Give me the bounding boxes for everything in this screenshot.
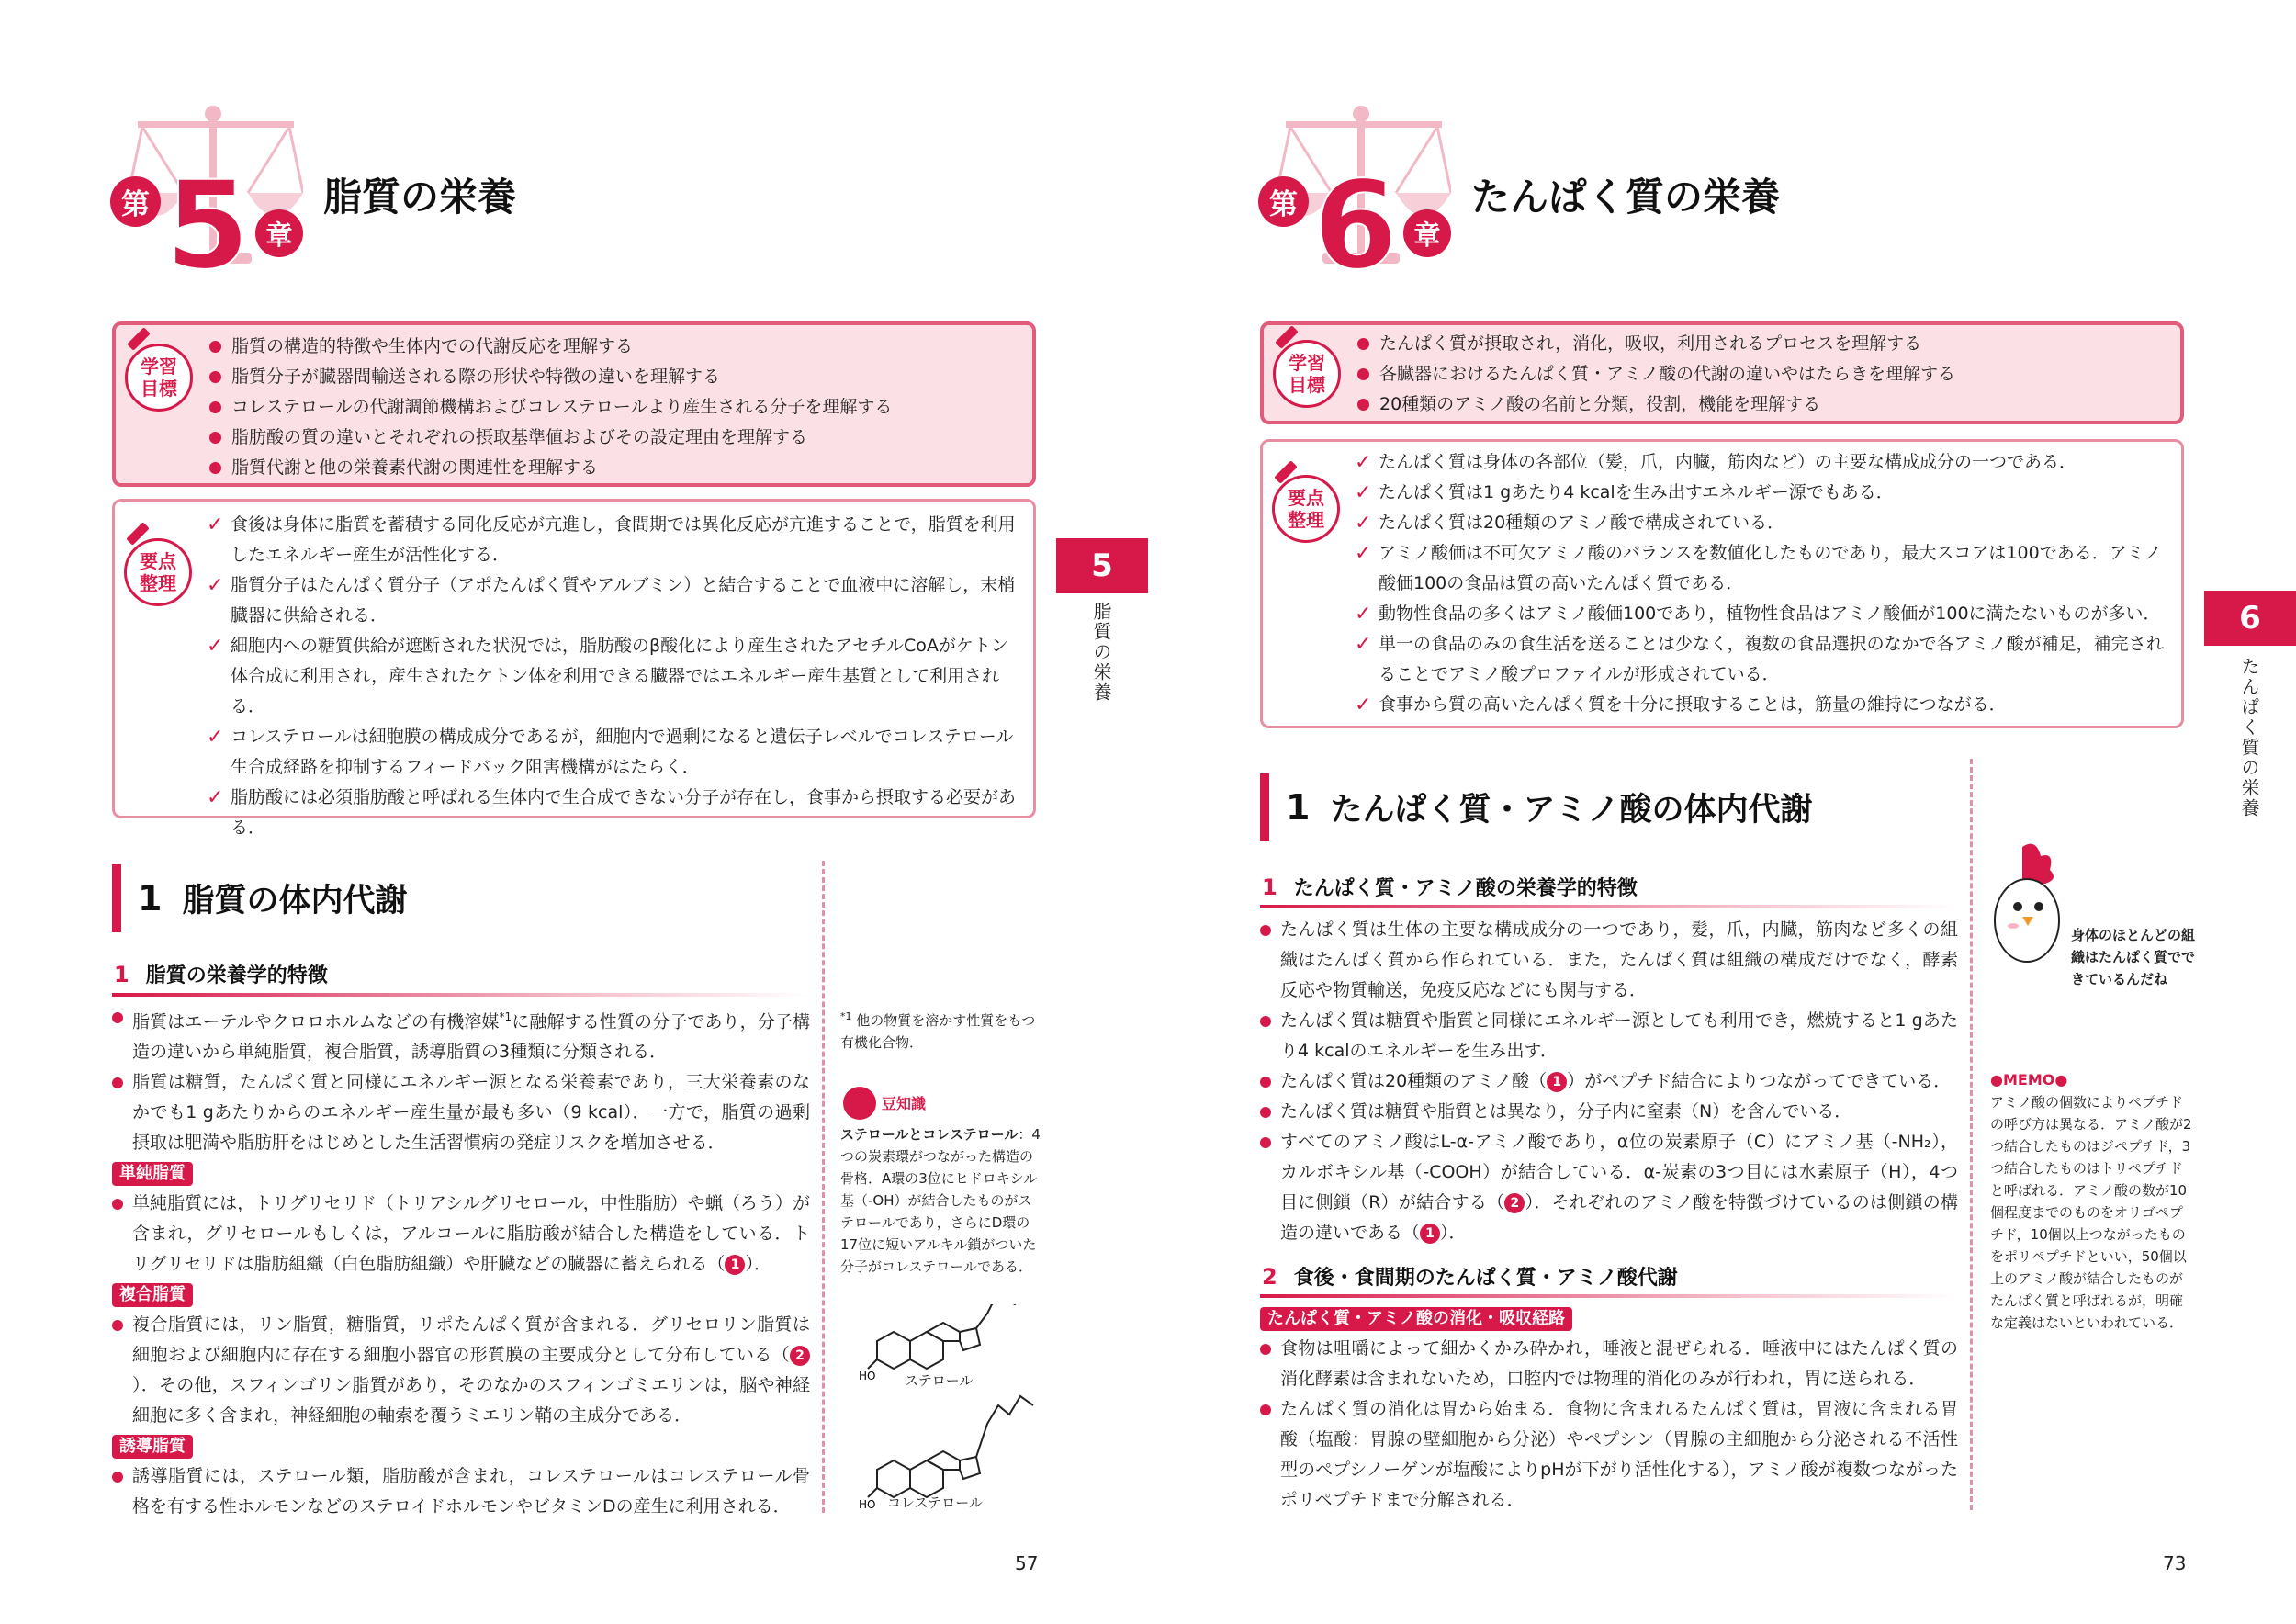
paragraph: すべてのアミノ酸はL-α-アミノ酸であり，α位の炭素原子（C）にアミノ基（-NH₂），カルボキシル基（-COOH）が結合している．α-炭素の3つ目には水素原子（H），4つ目に側鎖（R）が結合する（ 2 ）．それぞれのアミノ酸を特徴づけているのは側鎖の構造の違いである（ 1 ）． [1260, 1127, 1958, 1248]
chapter-dai-badge: 第 [1258, 176, 1309, 227]
list-item: ✓ 動物性食品の多くはアミノ酸価100であり，植物性食品はアミノ酸価が100に満たないものが多い． [1355, 599, 2172, 629]
list-item: 20種類のアミノ酸の名前と分類，役割，機能を理解する [1356, 389, 2173, 420]
figure-caption: コレステロール [887, 1494, 983, 1511]
list-item: ✓ たんぱく質は1 gあたり4 kcalを生み出すエネルギー源でもある． [1355, 478, 2172, 508]
chick-mascot-icon [1986, 838, 2068, 976]
figure-ref: 2 [1504, 1193, 1525, 1213]
column-divider [822, 861, 825, 1513]
tag-digestion: たんぱく質・アミノ酸の消化・吸収経路 [1260, 1307, 1572, 1331]
key-points-box [112, 499, 1036, 838]
chapter-6-heading [1258, 101, 1506, 297]
list-item: 脂質分子が臓器間輸送される際の形状や特徴の違いを理解する [208, 362, 1025, 392]
check-icon: ✓ [1355, 451, 1372, 474]
column-divider [1970, 759, 1973, 1510]
list-item: ✓ 食後は身体に脂質を蓄積する同化反応が亢進し，食間期では異化反応が亢進することで，脂質を利用したエネルギー産生が活性化する． [207, 510, 1024, 570]
check-icon: ✓ [1355, 603, 1372, 626]
list-item: ✓ 食事から質の高いたんぱく質を十分に摂取することは，筋量の維持につながる． [1355, 690, 2172, 720]
check-icon: ✓ [207, 786, 224, 809]
subsection-heading: 1 たんぱく質・アミノ酸の栄養学的特徴 [1262, 874, 1638, 900]
paragraph: 誘導脂質には，ステロール類，脂肪酸が含まれ，コレステロールはコレステロール骨格を有する性ホルモンなどのステロイドホルモンやビタミンDの産生に利用される． [112, 1461, 810, 1522]
learning-goals-badge: 学習目標 [125, 344, 193, 412]
tip-text: ステロールとコレステロール：4つの炭素環がつながった構造の骨格．A環の3位にヒドロキシル基（-OH）が結合したものがステロールであり，さらにD環の17位に短いアルキル鎖がついた分子がコレステロールである． [840, 1126, 1041, 1275]
paragraph: 食物は咀嚼によって細かくかみ砕かれ，唾液と混ぜられる．唾液中にはたんぱく質の消化酵素は含まれないため，口腔内では物理的消化のみが行われ，胃に送られる． [1260, 1334, 1958, 1394]
body-text [1260, 915, 1958, 1248]
check-icon: ✓ [207, 726, 224, 749]
chapter-shou-badge: 章 [255, 209, 303, 257]
svg-text:HO: HO [859, 1370, 876, 1382]
subsection-underline [1260, 1294, 1958, 1298]
chapter-tab-number: 5 [1056, 538, 1148, 593]
tag-complex-lipid: 複合脂質 [112, 1283, 193, 1307]
subsection-heading: 1 脂質の栄養学的特徴 [114, 962, 328, 987]
section-number: 1 [1286, 787, 1311, 828]
chapter-tab-label: たんぱく質の栄養 [2238, 657, 2260, 818]
learning-goals-list [1356, 329, 2173, 420]
tip-title: 豆知識 [882, 1095, 927, 1112]
paragraph: たんぱく質は糖質や脂質とは異なり，分子内に窒素（N）を含んでいる． [1260, 1097, 1958, 1127]
figure-ref: 1 [1420, 1224, 1440, 1244]
learning-goals-badge: 学習目標 [1273, 340, 1341, 408]
key-points-list [207, 510, 1024, 843]
paragraph: 単純脂質には，トリグリセリド（トリアシルグリセロール，中性脂肪）や蝋（ろう）が含まれ，グリセロールもしくは，アルコールに脂肪酸が結合した構造をしている．トリグリセリドは脂肪組織（白色脂肪組織）や肝臓などの臓器に蓄えられる（ 1 ）． [112, 1189, 810, 1280]
list-item: ✓ 単一の食品のみの食生活を送ることは少なく，複数の食品選択のなかで各アミノ酸が補足，補完されることでアミノ酸プロファイルが形成されている． [1355, 629, 2172, 690]
chapter-tab-label: 脂質の栄養 [1090, 602, 1112, 703]
check-icon: ✓ [1355, 633, 1372, 656]
list-item: 脂肪酸の質の違いとそれぞれの摂取基準値およびその設定理由を理解する [208, 423, 1025, 453]
chapter-tab-number: 6 [2204, 591, 2296, 646]
figure-ref: 1 [1547, 1072, 1567, 1092]
section-heading [1260, 773, 1949, 841]
key-points-list [1355, 447, 2172, 720]
subsection-underline [112, 993, 810, 997]
list-item: ✓ たんぱく質は20種類のアミノ酸で構成されている． [1355, 508, 2172, 538]
section-title: 脂質の体内代謝 [182, 883, 408, 919]
learning-goals-box [112, 321, 1036, 487]
list-item: コレステロールの代謝調節機構およびコレステロールより産生される分子を理解する [208, 392, 1025, 423]
paragraph: たんぱく質の消化は胃から始まる．食物に含まれるたんぱく質は，胃液に含まれる胃酸（塩酸：胃腺の壁細胞から分泌）やペプシン（胃腺の主細胞から分泌される不活性型のペプシノーゲンが塩酸によりpHが下がり活性化する），アミノ酸が複数つながったポリペプチドまで分解される． [1260, 1394, 1958, 1516]
key-points-badge: 要点整理 [124, 538, 192, 606]
chapter-number: 6 [1313, 155, 1398, 297]
footnote: $^{*1}$ 他の物質を溶かす性質をもつ有機化合物． [840, 1010, 1036, 1051]
tag-derived-lipid: 誘導脂質 [112, 1435, 193, 1459]
page-number: 57 [1015, 1552, 1039, 1574]
check-icon: ✓ [1355, 694, 1372, 716]
section-title: たんぱく質・アミノ酸の体内代謝 [1330, 792, 1813, 829]
paragraph: 脂質はエーテルやクロロホルムなどの有機溶媒$^{*1}$に融解する性質の分子であり，分子構造の違いから単純脂質，複合脂質，誘導脂質の3種類に分類される． [112, 1002, 810, 1067]
check-icon: ✓ [207, 513, 224, 536]
body-text [1260, 1303, 1958, 1516]
mascot-speech-bubble: 身体のほとんどの組織はたんぱく質でできているんだね [2071, 927, 2196, 987]
sterol-structure-diagram [859, 1304, 1042, 1516]
subsection-heading: 2 食後・食間期のたんぱく質・アミノ酸代謝 [1262, 1264, 1678, 1290]
list-item: 脂質の構造的特徴や生体内での代謝反応を理解する [208, 332, 1025, 362]
figure-caption: ステロール [905, 1372, 974, 1389]
list-item: ✓ 細胞内への糖質供給が遮断された状況では，脂肪酸のβ酸化により産生されたアセチルCoAがケトン体合成に利用され，産生されたケトン体を利用できる臓器ではエネルギー産生基質として利用される． [207, 631, 1024, 722]
check-icon: ✓ [1355, 481, 1372, 504]
figure-ref: 1 [725, 1255, 745, 1275]
check-icon: ✓ [1355, 542, 1372, 565]
learning-goals-list [208, 332, 1025, 483]
tag-simple-lipid: 単純脂質 [112, 1162, 193, 1186]
section-heading [112, 864, 801, 932]
chapter-5-heading [110, 101, 358, 297]
page-73 [1148, 0, 2296, 1624]
section-number: 1 [138, 878, 163, 919]
list-item: 脂質代謝と他の栄養素代謝の関連性を理解する [208, 453, 1025, 483]
subsection-underline [1260, 905, 1958, 908]
paragraph: たんぱく質は糖質や脂質と同様にエネルギー源としても利用でき，燃焼すると1 gあたり4 kcalのエネルギーを生み出す． [1260, 1006, 1958, 1066]
check-icon: ✓ [207, 574, 224, 597]
memo-title: ●MEMO● [1990, 1071, 2068, 1088]
memo-text: アミノ酸の個数によりペプチドの呼び方は異なる．アミノ酸が2つ結合したものはジペプチド，3つ結合したものはトリペプチドと呼ばれる．アミノ酸の数が10個程度までのものをオリゴペプチド，10個以上つながったものをポリペプチドといい，50個以上のアミノ酸が結合したものがたんぱく質と呼ばれるが，明確な定義はないといわれている． [1990, 1094, 2192, 1331]
list-item: ✓ アミノ酸価は不可欠アミノ酸のバランスを数値化したものであり，最大スコアは100である．アミノ酸価100の食品は質の高いたんぱく質である． [1355, 538, 2172, 599]
list-item: 各臓器におけるたんぱく質・アミノ酸の代謝の違いやはたらきを理解する [1356, 359, 2173, 389]
paragraph: 複合脂質には，リン脂質，糖脂質，リポたんぱく質が含まれる．グリセロリン脂質は細胞および細胞内に存在する細胞小器官の形質膜の主要成分として分布している（ 2）．その他，スフィンゴリン脂質があり，そのなかのスフィンゴミエリンは，脳や神経細胞に多く含まれ，神経細胞の軸索を覆うミエリン鞘の主成分である． [112, 1310, 810, 1431]
check-icon: ✓ [1355, 512, 1372, 535]
chapter-title: 脂質の栄養 [323, 175, 517, 220]
key-points-box [1260, 439, 2184, 728]
key-points-badge: 要点整理 [1272, 475, 1340, 543]
chapter-number: 5 [165, 155, 250, 297]
list-item: ✓ 脂質分子はたんぱく質分子（アポたんぱく質やアルブミン）と結合することで血液中に溶解し，末梢臓器に供給される． [207, 570, 1024, 631]
body-text [112, 1002, 810, 1522]
list-item: ✓ コレステロールは細胞膜の構成成分であるが，細胞内で過剰になると遺伝子レベルでコレステロール生合成経路を抑制するフィードバック阻害機構がはたらく． [207, 722, 1024, 783]
check-icon: ✓ [207, 635, 224, 658]
chapter-shou-badge: 章 [1403, 209, 1451, 257]
memo-box [1990, 1069, 2192, 1334]
list-item: ✓ 脂肪酸には必須脂肪酸と呼ばれる生体内で生合成できない分子が存在し，食事から摂取する必要がある． [207, 783, 1024, 843]
svg-text:HO: HO [859, 1498, 876, 1511]
learning-goals-box [1260, 321, 2184, 424]
paragraph: たんぱく質は20種類のアミノ酸（ 1 ）がペプチド結合によりつながってできている． [1260, 1066, 1958, 1097]
paragraph: たんぱく質は生体の主要な構成成分の一つであり，髪，爪，内臓，筋肉など多くの組織はたんぱく質から作られている．また，たんぱく質は組織の構成だけでなく，酵素反応や物質輸送，免疫反応などにも関与する． [1260, 915, 1958, 1006]
list-item: たんぱく質が摂取され，消化，吸収，利用されるプロセスを理解する [1356, 329, 2173, 359]
paragraph: 脂質は糖質，たんぱく質と同様にエネルギー源となる栄養素であり，三大栄養素のなかでも1 gあたりからのエネルギー産生量が最も多い（9 kcal）．一方で，脂質の過剰摂取は肥満や脂肪肝をはじめとした生活習慣病の発症リスクを増加させる． [112, 1067, 810, 1158]
page-number: 73 [2163, 1552, 2187, 1574]
figure-ref: 2 [790, 1346, 810, 1366]
bean-icon [843, 1087, 876, 1120]
list-item: ✓ たんぱく質は身体の各部位（髪，爪，内臓，筋肉など）の主要な構成成分の一つである． [1355, 447, 2172, 478]
chapter-dai-badge: 第 [110, 176, 161, 227]
chapter-title: たんぱく質の栄養 [1471, 175, 1781, 220]
